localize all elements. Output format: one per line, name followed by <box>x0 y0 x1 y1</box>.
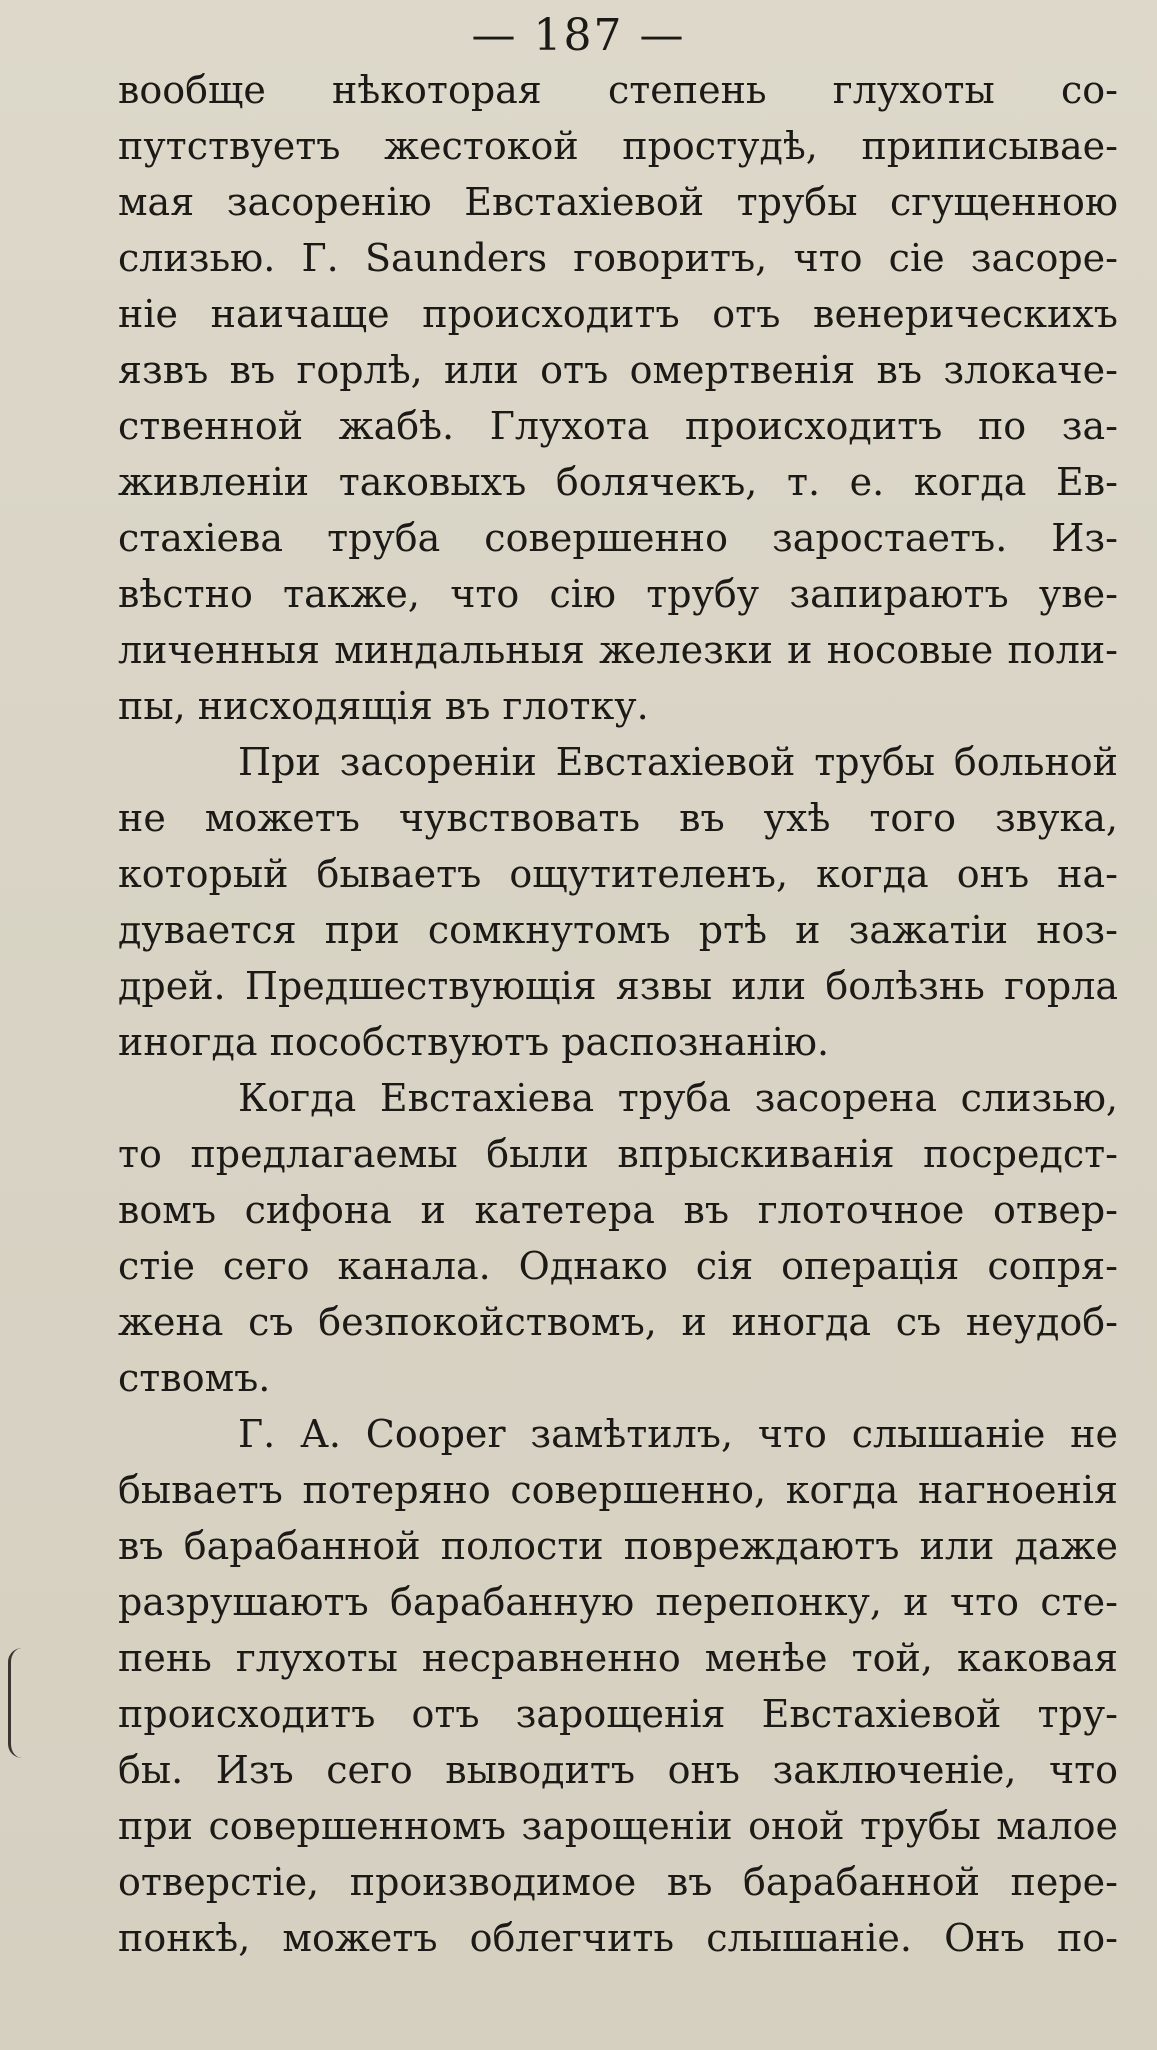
text-line: ствомъ. <box>118 1356 271 1400</box>
text-line: мая засоренiю Евстахiевой трубы сгущенною <box>118 180 1118 224</box>
paragraph-4 <box>118 1406 1118 1966</box>
text-line: разрушаютъ барабанную перепонку, и что сте- <box>118 1580 1118 1624</box>
text-line: личенныя миндальныя железки и носовые поли- <box>118 628 1118 672</box>
text-line: ственной жабѣ. Глухота происходитъ по за- <box>118 404 1118 448</box>
text-line: не можетъ чувствовать въ ухѣ того звука, <box>118 796 1118 840</box>
text-line: иногда пособствуютъ распознанiю. <box>118 1020 830 1064</box>
text-line: вомъ сифона и катетера въ глоточное отвер- <box>118 1188 1118 1232</box>
text-line: слизью. Г. Saunders говоритъ, что сiе засоре- <box>118 236 1118 280</box>
text-line: язвъ въ горлѣ, или отъ омертвенiя въ злокаче- <box>118 348 1118 392</box>
text-line: дувается при сомкнутомъ ртѣ и зажатiи ноз- <box>118 908 1118 952</box>
text-line: живленiи таковыхъ болячекъ, т. е. когда Ев- <box>118 460 1118 504</box>
text-line: дрей. Предшествующiя язвы или болѣзнь горла <box>118 964 1118 1008</box>
text-line: при совершенномъ зарощенiи оной трубы малое <box>118 1804 1118 1848</box>
text-line: пень глухоты несравненно менѣе той, каковая <box>118 1636 1118 1680</box>
text-line: отверстiе, производимое въ барабанной пере- <box>118 1860 1118 1904</box>
text-line: жена съ безпокойствомъ, и иногда съ неудоб- <box>118 1300 1118 1344</box>
text-line: нiе наичаще происходитъ отъ венерическихъ <box>118 292 1118 336</box>
text-line: При засоренiи Евстахiевой трубы больной <box>238 740 1118 784</box>
text-line: происходитъ отъ зарощенiя Евстахiевой тру- <box>118 1692 1118 1736</box>
text-line: пы, нисходящiя въ глотку. <box>118 684 649 728</box>
text-line: бы. Изъ сего выводитъ онъ заключенiе, что <box>118 1748 1118 1792</box>
page-number: — 187 — <box>471 10 686 61</box>
text-line: понкѣ, можетъ облегчить слышанiе. Онъ по- <box>118 1916 1118 1960</box>
margin-bracket-mark <box>8 1648 29 1758</box>
text-line: вообще нѣкоторая степень глухоты со- <box>118 68 1118 112</box>
paragraph-2 <box>118 734 1118 1070</box>
paragraph-3 <box>118 1070 1118 1406</box>
text-line: бываетъ потеряно совершенно, когда нагноенiя <box>118 1468 1118 1512</box>
text-line: который бываетъ ощутителенъ, когда онъ на- <box>118 852 1118 896</box>
text-line: Когда Евстахiева труба засорена слизью, <box>238 1076 1118 1120</box>
text-line: то предлагаемы были впрыскиванiя посредст- <box>118 1132 1118 1176</box>
paragraph-1 <box>118 62 1118 734</box>
text-line: вѣстно также, что сiю трубу запираютъ уве- <box>118 572 1118 616</box>
text-line: стахiева труба совершенно заростаетъ. Из- <box>118 516 1118 560</box>
text-line: Г. А. Cooper замѣтилъ, что слышанiе не <box>238 1412 1118 1456</box>
text-line: путствуетъ жестокой простудѣ, приписывае- <box>118 124 1118 168</box>
text-line: стiе сего канала. Однако сiя операцiя сопря- <box>118 1244 1118 1288</box>
body-text <box>118 62 1118 1966</box>
text-line: въ барабанной полости повреждаютъ или даже <box>118 1524 1118 1568</box>
